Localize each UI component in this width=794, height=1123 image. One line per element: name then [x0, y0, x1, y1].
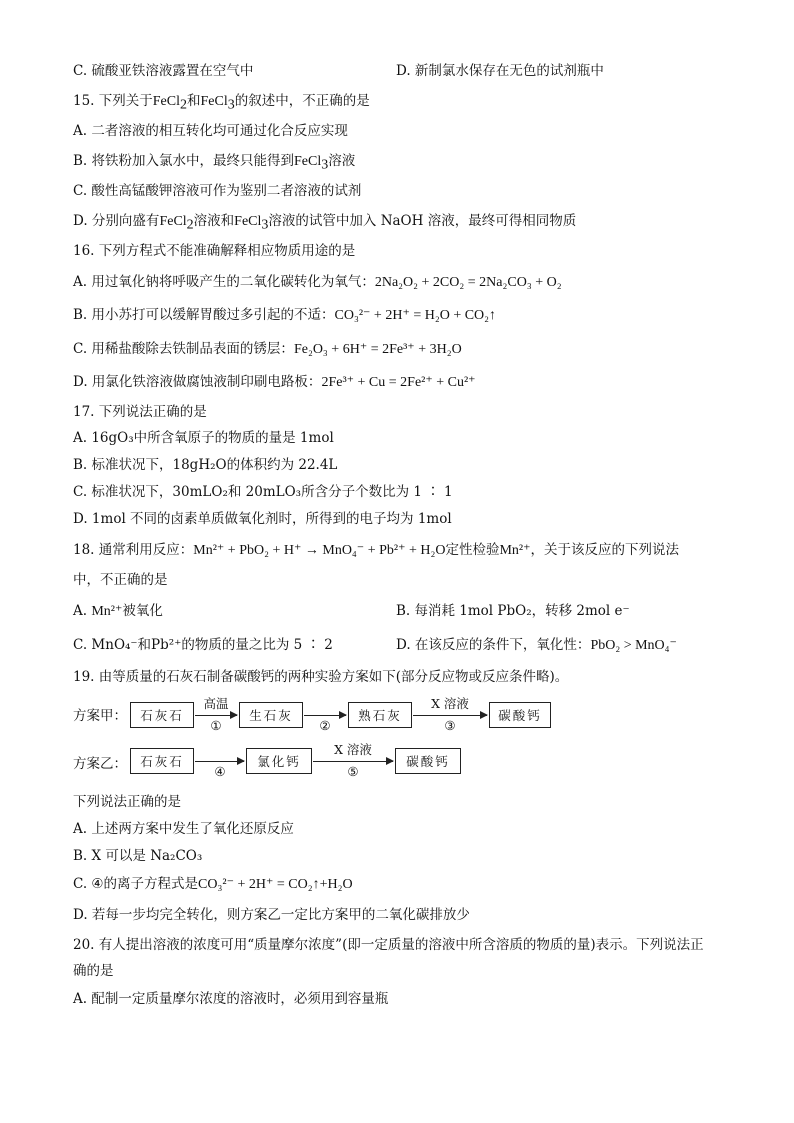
- q20-stem-line2: 确的是: [73, 963, 114, 979]
- q16-option-a: A. 用过氧化钠将呼吸产生的二氧化碳转化为氧气：2Na₂O₂ + 2CO₂ = 2Na₂CO₃ + O₂: [73, 274, 562, 290]
- q17-stem: 17. 下列说法正确的是: [73, 404, 207, 420]
- q17-option-a: A. 16gO₃中所含氧原子的物质的量是 1mol: [73, 430, 334, 446]
- q14-option-c: C. 硫酸亚铁溶液露置在空气中: [73, 63, 254, 79]
- plan-b-arrow-5-top: X 溶液: [334, 742, 372, 757]
- q18-option-a: A. Mn²⁺被氧化: [73, 603, 163, 619]
- plan-b-arrow-5-bottom: ⑤: [347, 764, 359, 779]
- q20-option-a: A. 配制一定质量摩尔浓度的溶液时，必须用到容量瓶: [73, 991, 389, 1007]
- plan-a-arrow-1: [195, 715, 237, 716]
- q19-question: 下列说法正确的是: [73, 794, 181, 810]
- plan-b-arrow-5: [313, 761, 393, 762]
- plan-a-arrow-1-bottom: ①: [210, 718, 222, 733]
- plan-b-label: 方案乙：: [73, 756, 127, 772]
- q18-option-b: B. 每消耗 1mol PbO₂，转移 2mol e⁻: [396, 603, 630, 619]
- plan-a-box-slakedlime: 熟石灰: [348, 702, 412, 728]
- q19-option-b: B. X 可以是 Na₂CO₃: [73, 848, 203, 864]
- plan-a-box-quicklime: 生石灰: [239, 702, 303, 728]
- q16-stem: 16. 下列方程式不能准确解释相应物质用途的是: [73, 243, 356, 259]
- q16-option-b: B. 用小苏打可以缓解胃酸过多引起的不适：CO₃²⁻ + 2H⁺ = H₂O + CO₂↑: [73, 307, 497, 323]
- q18-option-d: D. 在该反应的条件下，氧化性：PbO₂ > MnO₄⁻: [396, 637, 677, 653]
- q15-option-c: C. 酸性高锰酸钾溶液可作为鉴别二者溶液的试剂: [73, 183, 362, 199]
- q15-option-d: D. 分别向盛有FeCl$_2$溶液和FeCl$_3$溶液的试管中加入 NaOH 溶液，最终可得相同物质: [73, 213, 577, 233]
- q15-option-a: A. 二者溶液的相互转化均可通过化合反应实现: [73, 123, 348, 139]
- plan-a-box-limestone: 石灰石: [130, 702, 194, 728]
- q16-option-c: C. 用稀盐酸除去铁制品表面的锈层：Fe₂O₃ + 6H⁺ = 2Fe³⁺ + 3H₂O: [73, 341, 462, 357]
- q16-option-d: D. 用氯化铁溶液做腐蚀液制印刷电路板：2Fe³⁺ + Cu = 2Fe²⁺ + Cu²⁺: [73, 374, 476, 390]
- q20-stem: 20. 有人提出溶液的浓度可用“质量摩尔浓度”(即一定质量的溶液中所含溶质的物质的量)表示。下列说法正: [73, 937, 704, 953]
- q17-option-d: D. 1mol 不同的卤素单质做氧化剂时，所得到的电子均为 1mol: [73, 511, 452, 527]
- q18-stem: 18. 通常利用反应：Mn²⁺ + PbO₂ + H⁺ → MnO₄⁻ + Pb²⁺ + H₂O定性检验Mn²⁺，关于该反应的下列说法: [73, 542, 680, 558]
- plan-b-arrow-4-bottom: ④: [214, 764, 226, 779]
- q14-option-d: D. 新制氯水保存在无色的试剂瓶中: [396, 63, 604, 79]
- q19-option-d: D. 若每一步均完全转化，则方案乙一定比方案甲的二氧化碳排放少: [73, 907, 470, 923]
- q18-stem-line2: 中，不正确的是: [73, 572, 168, 588]
- plan-a-arrow-2-bottom: ②: [319, 718, 331, 733]
- q19-option-c: C. ④的离子方程式是CO₃²⁻ + 2H⁺ = CO₂↑+H₂O: [73, 876, 353, 892]
- q15-option-b: B. 将铁粉加入氯水中，最终只能得到FeCl$_3$溶液: [73, 153, 356, 173]
- plan-a-arrow-1-top: 高温: [203, 696, 229, 711]
- plan-a-arrow-3-bottom: ③: [444, 718, 456, 733]
- plan-b-box-limestone: 石灰石: [130, 748, 194, 774]
- q18-option-c: C. MnO₄⁻和Pb²⁺的物质的量之比为 5 ∶ 2: [73, 637, 333, 653]
- plan-b-box-calcium-carbonate: 碳酸钙: [395, 748, 461, 774]
- plan-a-arrow-3: [413, 715, 487, 716]
- q17-option-b: B. 标准状况下，18gH₂O的体积约为 22.4L: [73, 457, 338, 473]
- plan-b-arrow-4: [195, 761, 244, 762]
- plan-a-label: 方案甲：: [73, 708, 127, 724]
- q15-stem: 15. 下列关于FeCl$_2$和FeCl$_3$的叙述中，不正确的是: [73, 93, 370, 113]
- q17-option-c: C. 标准状况下，30mLO₂和 20mLO₃所含分子个数比为 1 ∶ 1: [73, 484, 453, 500]
- plan-b-box-calcium-chloride: 氯化钙: [246, 748, 312, 774]
- plan-a-arrow-3-top: X 溶液: [431, 696, 469, 711]
- plan-a-arrow-2: [304, 715, 346, 716]
- q19-stem: 19. 由等质量的石灰石制备碳酸钙的两种实验方案如下(部分反应物或反应条件略)。: [73, 669, 569, 685]
- plan-a-box-calcium-carbonate: 碳酸钙: [489, 702, 551, 728]
- q19-option-a: A. 上述两方案中发生了氧化还原反应: [73, 821, 294, 837]
